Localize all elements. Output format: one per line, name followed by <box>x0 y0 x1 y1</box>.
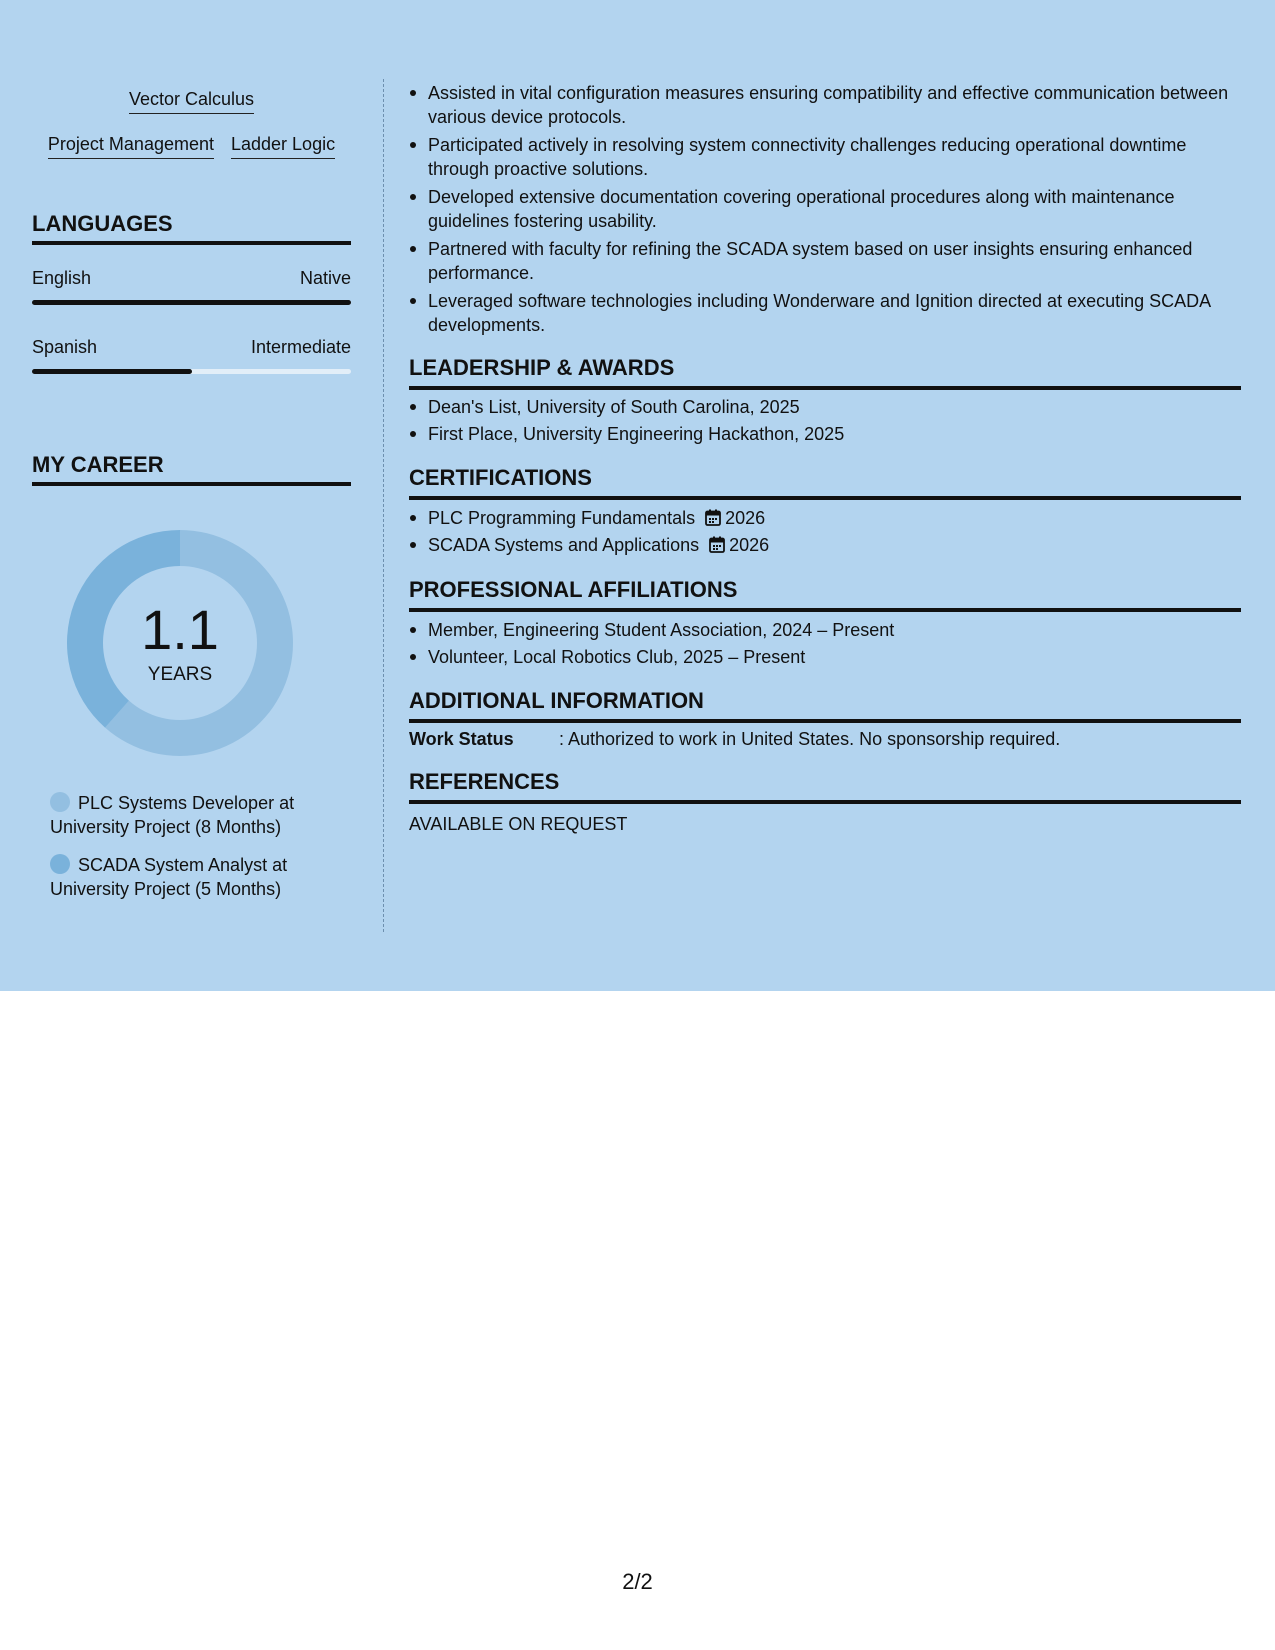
certification-name: SCADA Systems and Applications <box>428 535 700 555</box>
languages-heading: LANGUAGES <box>32 211 351 245</box>
list-item <box>409 533 1241 557</box>
proficiency-bar <box>32 300 351 305</box>
language-name: Spanish <box>32 337 98 357</box>
certifications-heading: CERTIFICATIONS <box>409 465 1241 500</box>
list-item: Assisted in vital configuration measures ensuring compatibility and effective communication between various device protocols. <box>409 81 1241 129</box>
list-item: Dean's List, University of South Carolina, 2025 <box>409 395 1241 419</box>
certification-year: 2026 <box>729 535 770 555</box>
career-total-years: 1.1 <box>141 598 219 661</box>
work-status-key: Work Status <box>409 729 514 749</box>
work-status-row <box>409 727 1241 751</box>
list-item: Developed extensive documentation covering operational procedures along with maintenance guidelines fostering usability. <box>409 185 1241 233</box>
career-heading: MY CAREER <box>32 452 351 486</box>
skills-row-1 <box>32 88 351 114</box>
language-level: Intermediate <box>250 337 351 357</box>
language-name: English <box>32 268 92 288</box>
certification-name: PLC Programming Fundamentals <box>428 508 696 528</box>
calendar-icon <box>709 536 725 553</box>
language-spanish <box>32 336 351 374</box>
calendar-icon <box>705 509 721 526</box>
legend-label: PLC Systems Developer at University Project (8 Months) <box>50 793 295 837</box>
legend-dot <box>50 854 70 874</box>
career-legend-item <box>50 853 340 901</box>
language-level: Native <box>299 268 351 288</box>
skill-tag: Project Management <box>48 133 214 159</box>
column-divider <box>383 79 384 932</box>
list-item: Volunteer, Local Robotics Club, 2025 – Present <box>409 645 1241 669</box>
list-item: Leveraged software technologies including Wonderware and Ignition directed at executing SCADA developments. <box>409 289 1241 337</box>
affiliations-heading: PROFESSIONAL AFFILIATIONS <box>409 577 1241 612</box>
affiliations-list <box>409 618 1241 669</box>
proficiency-fill <box>32 300 351 305</box>
legend-dot <box>50 792 70 812</box>
additional-info-heading: ADDITIONAL INFORMATION <box>409 688 1241 723</box>
work-status-value: : Authorized to work in United States. No sponsorship required. <box>559 729 1061 749</box>
certification-year: 2026 <box>725 508 766 528</box>
list-item: Partnered with faculty for refining the SCADA system based on user insights ensuring enhanced performance. <box>409 237 1241 285</box>
list-item <box>409 506 1241 530</box>
references-heading: REFERENCES <box>409 769 1241 804</box>
proficiency-fill <box>32 369 192 374</box>
page-number: 2/2 <box>622 1569 653 1594</box>
skills-row-2 <box>32 133 351 159</box>
list-item: Member, Engineering Student Association, 2024 – Present <box>409 618 1241 642</box>
language-english <box>32 267 351 305</box>
skill-tag: Ladder Logic <box>231 133 335 159</box>
leadership-heading: LEADERSHIP & AWARDS <box>409 355 1241 390</box>
references-text: AVAILABLE ON REQUEST <box>409 814 628 834</box>
list-item: Participated actively in resolving system connectivity challenges reducing operational downtime through proactive solutions. <box>409 133 1241 181</box>
skill-tag: Vector Calculus <box>129 88 254 114</box>
legend-label: SCADA System Analyst at University Project (5 Months) <box>50 855 288 899</box>
certifications-list <box>409 506 1241 557</box>
career-total-unit: YEARS <box>147 664 213 685</box>
career-legend-item <box>50 791 340 839</box>
experience-bullets <box>409 81 1241 337</box>
list-item: First Place, University Engineering Hackathon, 2025 <box>409 422 1241 446</box>
proficiency-bar <box>32 369 351 374</box>
leadership-list <box>409 395 1241 446</box>
